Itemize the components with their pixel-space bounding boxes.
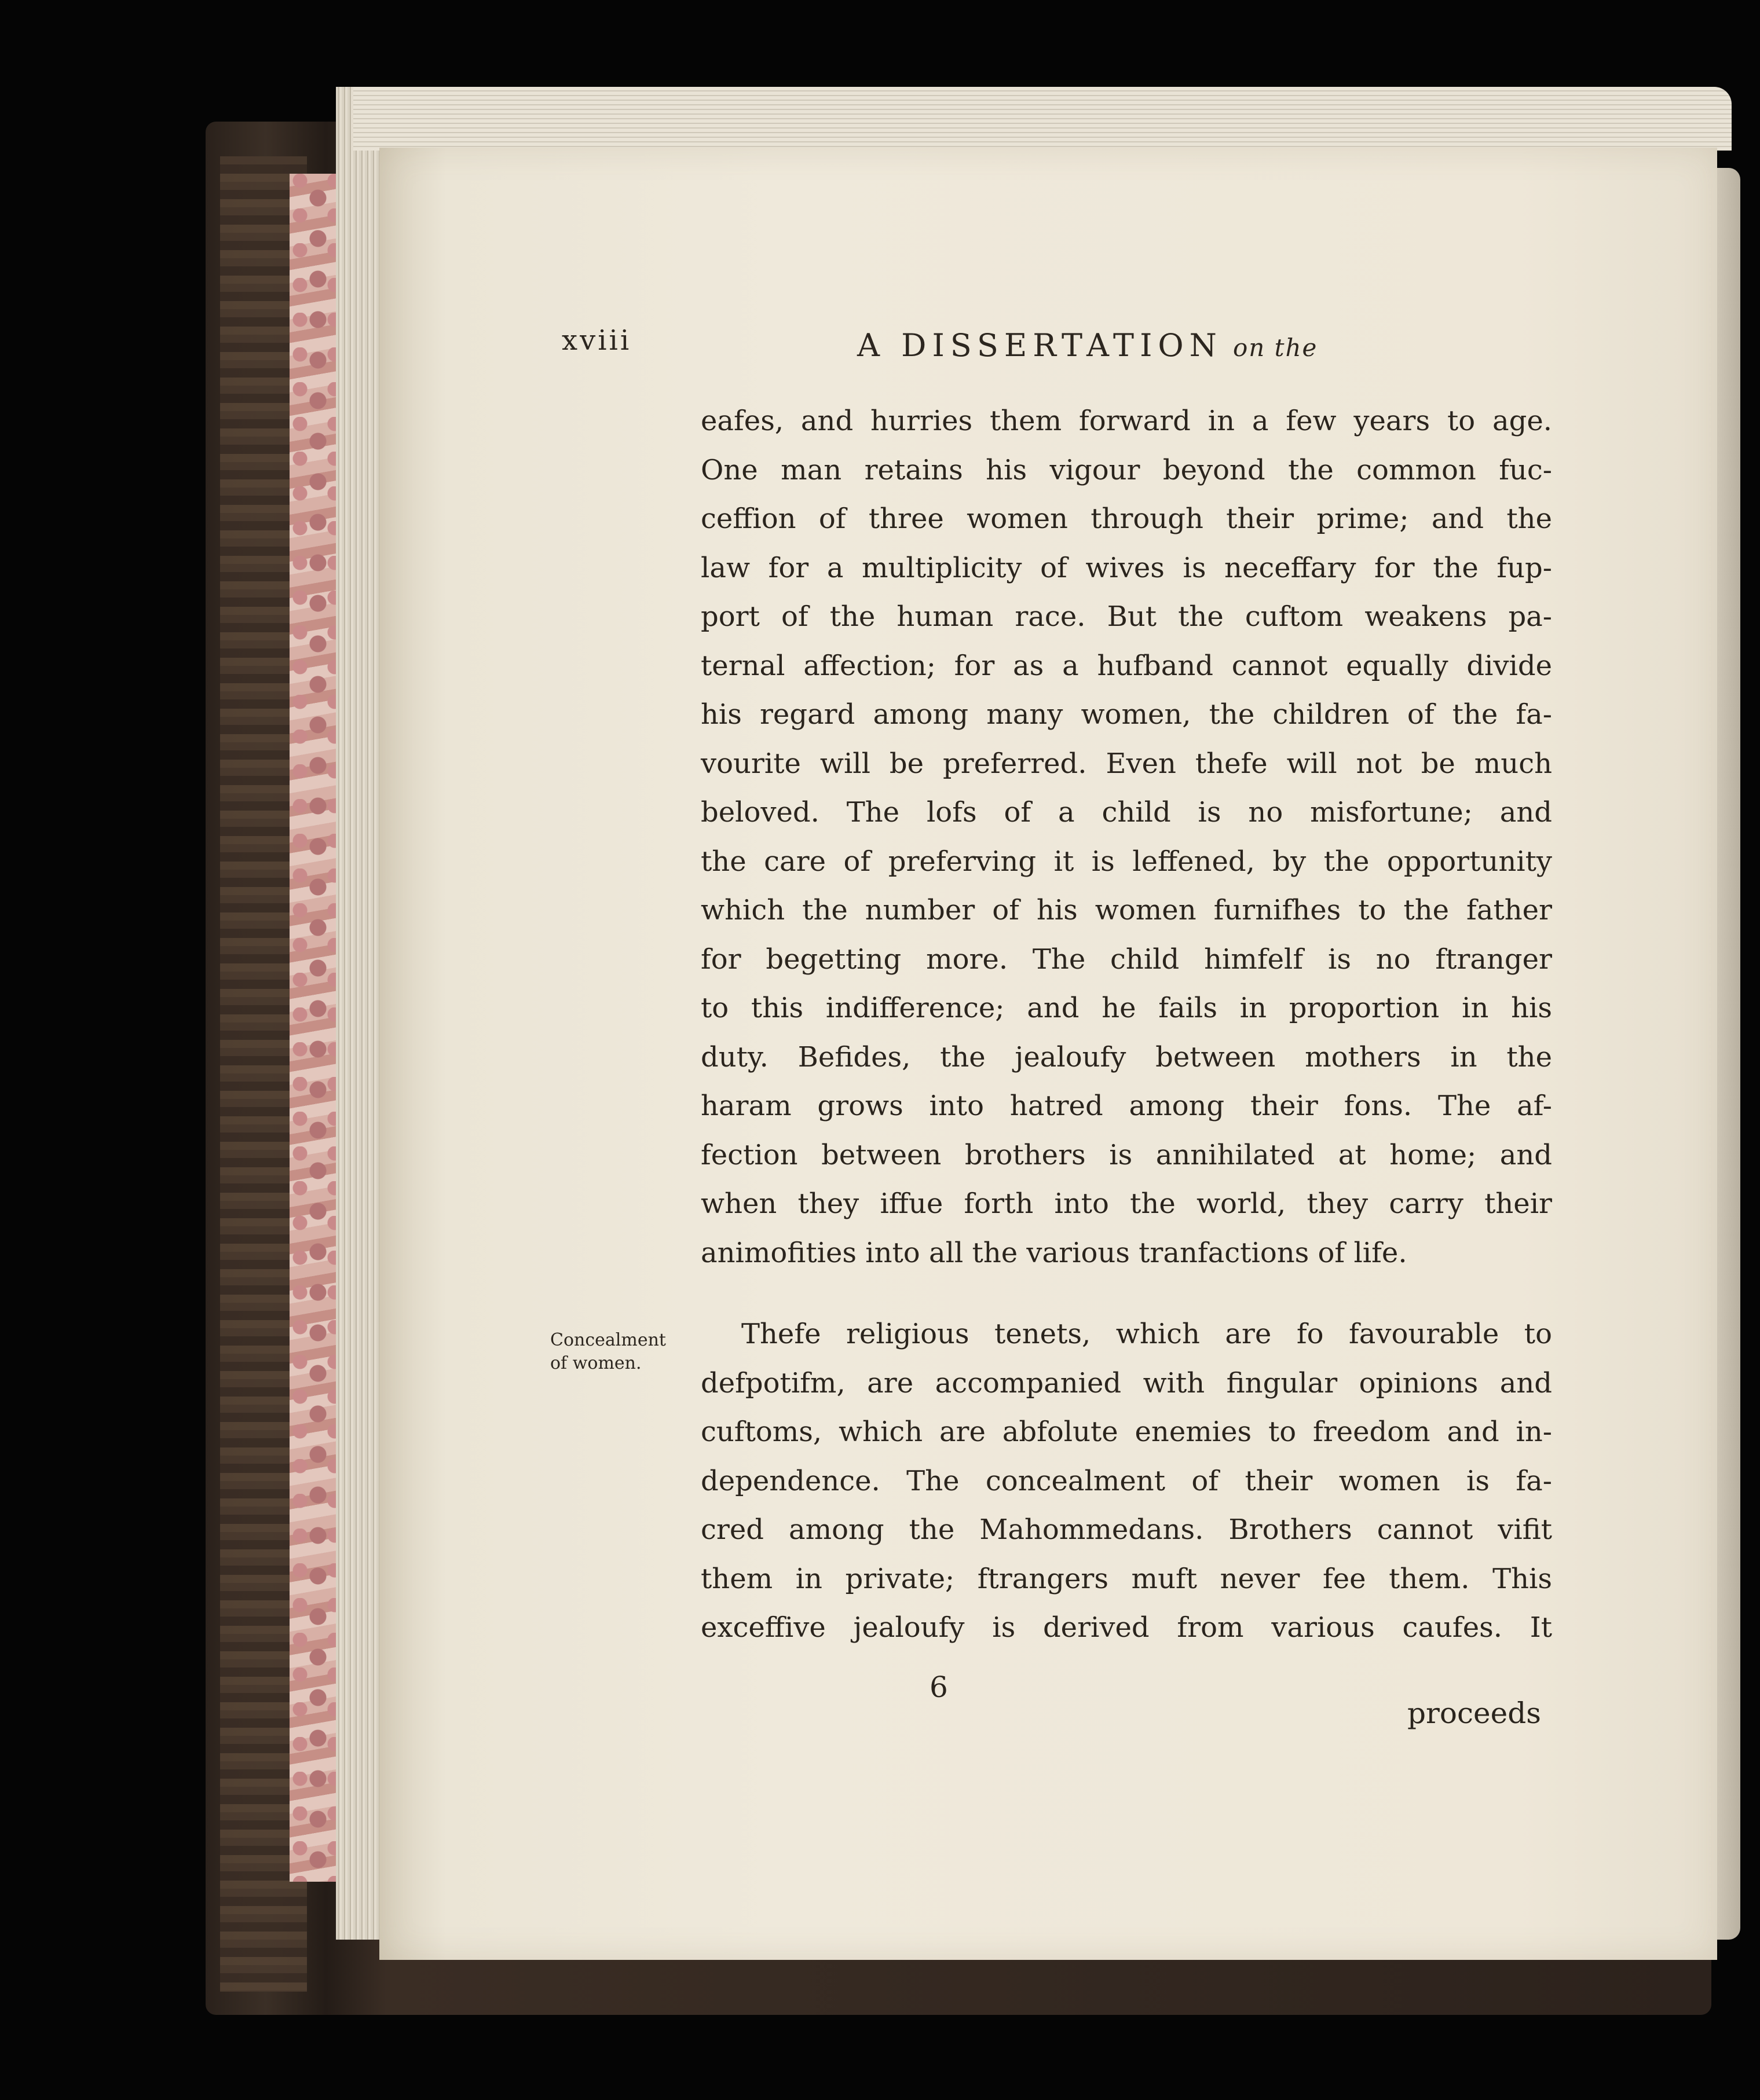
text-line: ternal affection; for as a hufband cannot equally divide [701, 649, 1552, 682]
text-line: Thefe religious tenets, which are fo favourable to [741, 1318, 1552, 1350]
text-line: beloved. The lofs of a child is no misfortune; and [701, 796, 1552, 829]
text-line: One man retains his vigour beyond the common fuc- [701, 453, 1552, 486]
text-line: his regard among many women, the children of the fa- [701, 698, 1552, 731]
page-stack-top [353, 87, 1732, 151]
marginal-note-line: Concealment [550, 1330, 666, 1350]
marginal-note-line: of women. [550, 1353, 642, 1373]
text-line: eafes, and hurries them forward in a few years to age. [701, 405, 1552, 437]
marginal-note [550, 1329, 666, 1375]
text-line: cuftoms, which are abfolute enemies to freedom and in- [701, 1416, 1552, 1448]
text-line: ceffion of three women through their prime; and the [701, 503, 1552, 535]
text-line: which the number of his women furnifhes to the father [701, 894, 1552, 926]
page-number: xviii [562, 324, 632, 357]
running-head-title: A DISSERTATION [857, 327, 1223, 364]
text-line: them in private; ftrangers muft never fee them. This [701, 1562, 1552, 1595]
text-line: cred among the Mahommedans. Brothers cannot vifit [701, 1513, 1552, 1546]
text-line: vourite will be preferred. Even thefe will not be much [701, 747, 1552, 780]
text-line: when they iffue forth into the world, they carry their [701, 1188, 1552, 1220]
text-line: fection between brothers is annihilated at home; and [701, 1138, 1552, 1171]
text-line: animofities into all the various tranfactions of life. [701, 1236, 1407, 1269]
text-line: for begetting more. The child himfelf is no ftranger [701, 943, 1552, 976]
body-text [701, 397, 1552, 1652]
signature-mark: 6 [930, 1670, 948, 1704]
text-line: haram grows into hatred among their fons. The af- [701, 1090, 1552, 1122]
text-line: defpotifm, are accompanied with fingular opinions and [701, 1366, 1552, 1399]
text-line: law for a multiplicity of wives is neceffary for the fup- [701, 551, 1552, 584]
text-line: to this indifference; and he fails in proportion in his [701, 992, 1552, 1024]
text-line: duty. Befides, the jealoufy between mothers in the [701, 1040, 1552, 1073]
text-line: the care of preferving it is leffened, by the opportunity [701, 845, 1552, 878]
running-head-italic: on the [1232, 333, 1318, 362]
catchword: proceeds [1407, 1696, 1541, 1730]
marbled-endpaper [290, 174, 342, 1882]
text-line: exceffive jealoufy is derived from various caufes. It [701, 1611, 1552, 1644]
text-line: dependence. The concealment of their women is fa- [701, 1464, 1552, 1497]
text-line: port of the human race. But the cuftom weakens pa- [701, 600, 1552, 633]
paragraph-gap [701, 1277, 1552, 1310]
running-head [857, 327, 1436, 364]
